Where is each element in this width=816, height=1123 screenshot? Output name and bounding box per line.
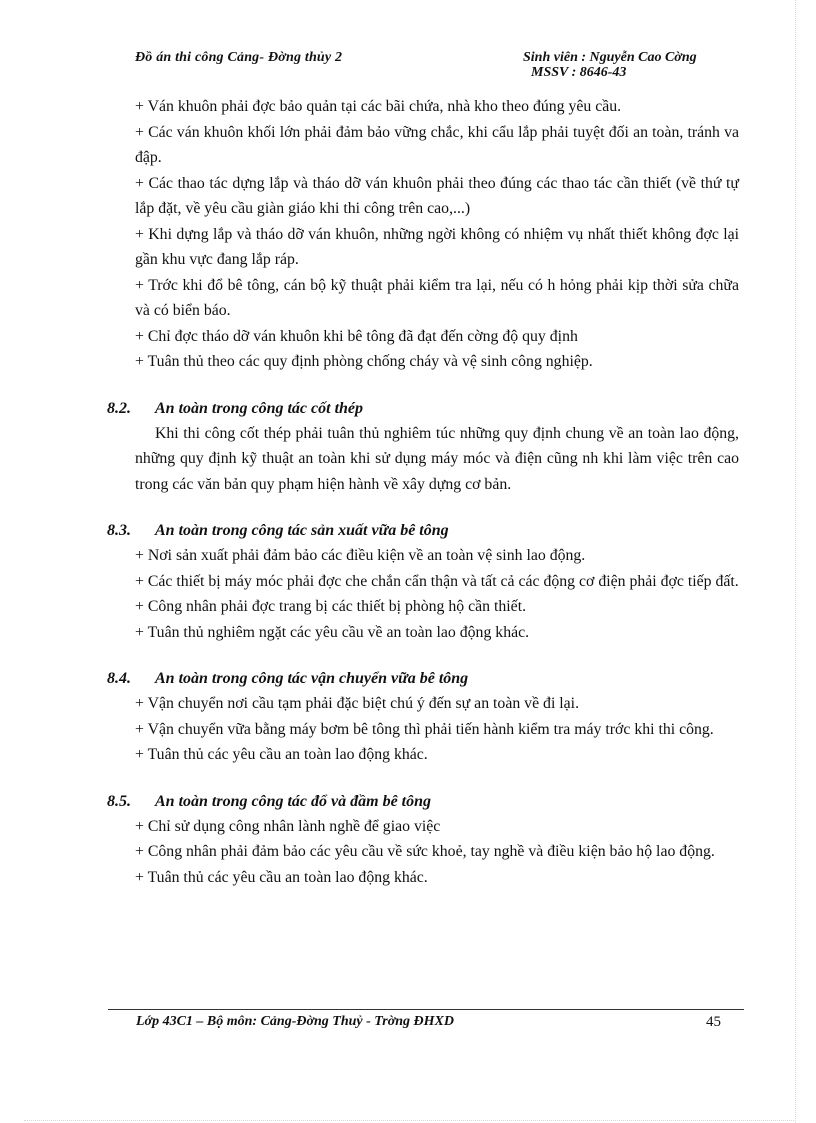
document-body (107, 94, 739, 890)
list-item: + Nơi sản xuất phải đảm bảo các điều kiện về an toàn vệ sinh lao động. (135, 547, 586, 564)
list-item: + Các thiết bị máy móc phải đợc che chắn cẩn thận và tất cả các động cơ điện phải đợc tiếp đất. (135, 572, 739, 590)
section-number: 8.5. (107, 792, 131, 810)
header-student-name: Sinh viên : Nguyễn Cao Cờng (523, 50, 697, 65)
footer-class-info: Lớp 43C1 – Bộ môn: Cảng-Đờng Thuỷ - Trờng ĐHXD (136, 1014, 455, 1029)
section-heading-8-2 (107, 396, 739, 421)
list-item: + Chỉ đợc tháo dỡ ván khuôn khi bê tông đã đạt đến cờng độ quy định (135, 327, 578, 345)
list-item: + Chỉ sử dụng công nhân lành nghề để giao việc (135, 817, 441, 835)
list-item: + Tuân thủ các yêu cầu an toàn lao động khác. (135, 746, 428, 763)
section-title: An toàn trong công tác cốt thép (155, 399, 364, 417)
list-item: + Vận chuyển vữa bằng máy bơm bê tông thì phải tiến hành kiểm tra máy trớc khi thi công. (135, 720, 714, 738)
section-title: An toàn trong công tác vận chuyển vữa bê tông (155, 670, 469, 687)
page-number: 45 (706, 1014, 721, 1030)
list-item: + Khi dựng lắp và tháo dỡ ván khuôn, những ngời không có nhiệm vụ nhất thiết không đợc lại gần khu vực đang lắp ráp. (135, 225, 739, 268)
list-item: + Tuân thủ nghiêm ngặt các yêu cầu về an toàn lao động khác. (135, 623, 530, 641)
section-number: 8.2. (107, 399, 131, 417)
section-heading-8-5 (107, 789, 739, 814)
header-student-info (523, 50, 697, 80)
list-item: + Các thao tác dựng lắp và tháo dỡ ván khuôn phải theo đúng các thao tác cần thiết (về thứ tự lắp đặt, về yêu cầu giàn giáo khi thi công trên cao,...) (135, 174, 739, 217)
list-item: + Trớc khi đổ bê tông, cán bộ kỹ thuật phải kiểm tra lại, nếu có h hỏng phải kịp thời sửa chữa và có biển báo. (135, 276, 739, 319)
list-item: + Các ván khuôn khối lớn phải đảm bảo vững chắc, khi cẩu lắp phải tuyệt đối an toàn, tránh va đập. (135, 123, 739, 166)
list-item: + Tuân thủ theo các quy định phòng chống cháy và vệ sinh công nghiệp. (135, 353, 593, 370)
list-item: + Ván khuôn phải đợc bảo quản tại các bãi chứa, nhà kho theo đúng yêu cầu. (135, 98, 622, 115)
section-paragraph: Khi thi công cốt thép phải tuân thủ nghiêm túc những quy định chung về an toàn lao động, những quy định kỹ thuật an toàn khi sử dụng máy móc và điện cũng nh khi làm việc trên cao trong các văn bản quy phạm hiện hành về xây dựng cơ bản. (135, 424, 739, 493)
section-number: 8.3. (107, 522, 131, 539)
section-title: An toàn trong công tác đổ và đầm bê tông (155, 792, 432, 810)
list-item: + Tuân thủ các yêu cầu an toàn lao động khác. (135, 868, 428, 886)
header-student-id: MSSV : 8646-43 (531, 65, 627, 80)
section-heading-8-4 (107, 666, 739, 691)
list-item: + Vận chuyển nơi cầu tạm phải đặc biệt chú ý đến sự an toàn về đi lại. (135, 695, 580, 712)
list-item: + Công nhân phải đảm bảo các yêu cầu về sức khoẻ, tay nghề và điều kiện bảo hộ lao động. (135, 843, 715, 860)
footer-divider (108, 1009, 744, 1010)
section-title: An toàn trong công tác sản xuất vữa bê tông (155, 522, 449, 539)
section-number: 8.4. (107, 670, 131, 687)
page-edge-right (795, 0, 796, 1123)
section-heading-8-3 (107, 518, 739, 543)
header-project-title: Đồ án thi công Cảng- Đờng thủy 2 (135, 50, 343, 65)
page-edge-bottom (24, 1120, 794, 1121)
list-item: + Công nhân phải đợc trang bị các thiết bị phòng hộ cần thiết. (135, 598, 527, 615)
